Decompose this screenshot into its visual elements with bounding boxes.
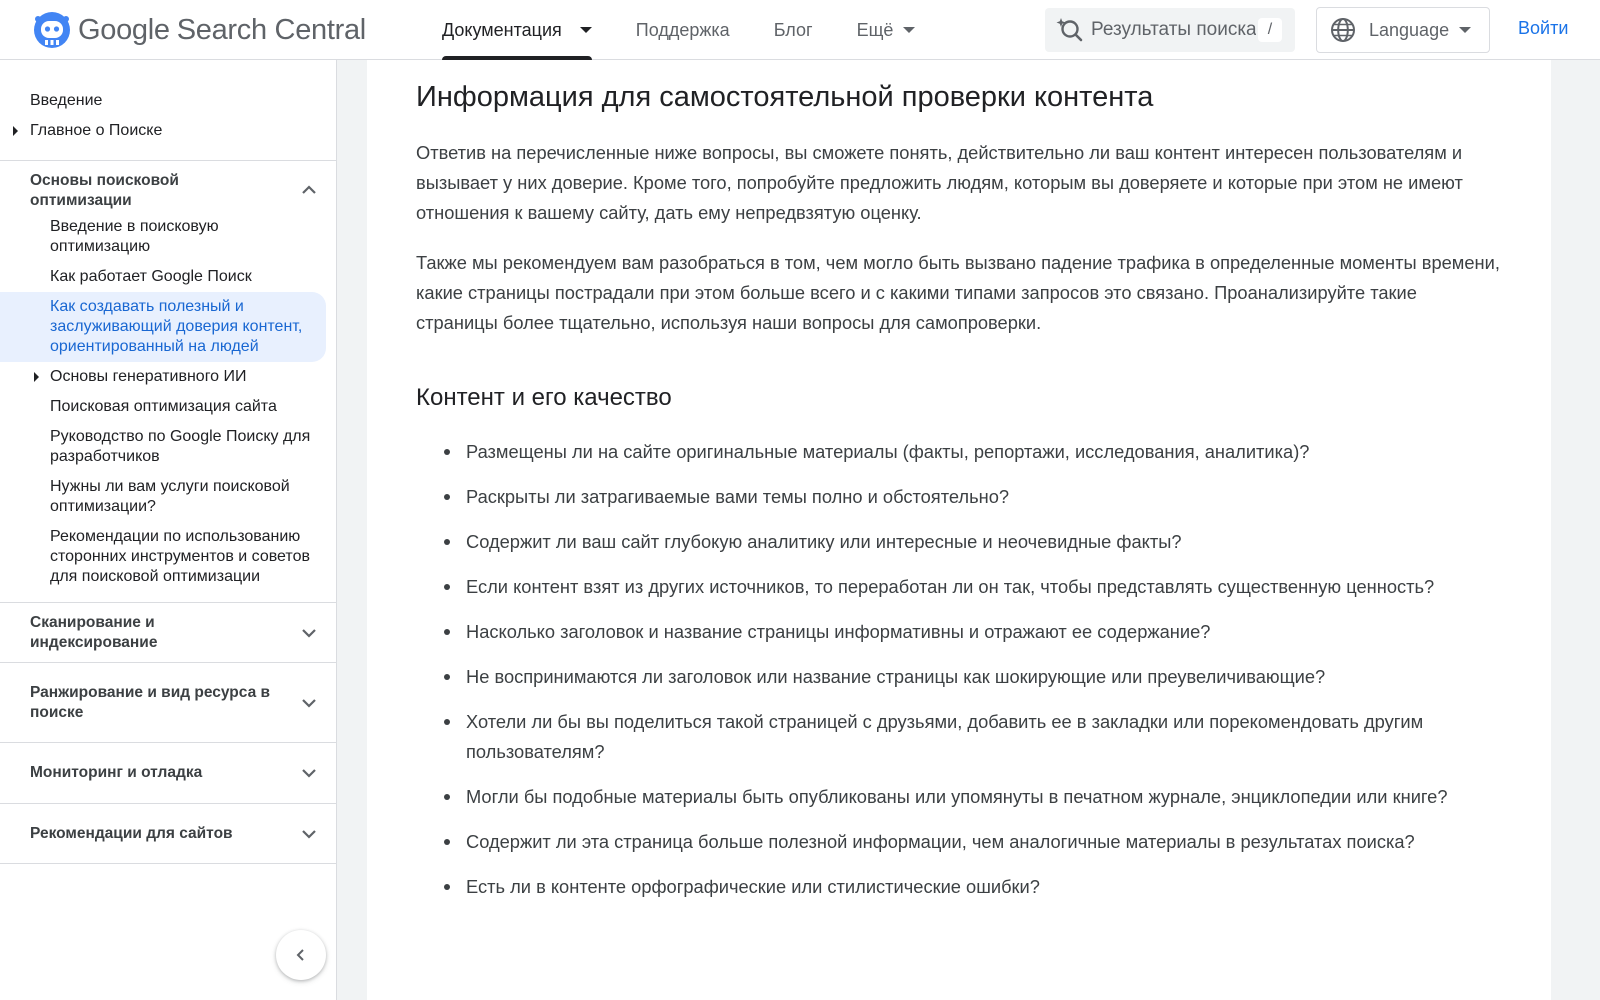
sidebar-item-label: Введение в поисковую оптимизацию bbox=[50, 218, 219, 255]
language-select[interactable] bbox=[1316, 7, 1490, 53]
intro-paragraph: Ответив на перечисленные ниже вопросы, вы сможете понять, действительно ли ваш контент интересен пользователям и вызывает у них доверие. Кроме того, попробуйте предложить людям, которым вы доверяете и которые при этом не имеют отношения к вашему сайту, дать ему непредвзятую оценку. bbox=[416, 142, 1463, 223]
dropdown-caret-icon bbox=[1459, 27, 1471, 33]
nav-tab-label: Блог bbox=[773, 19, 813, 40]
search-spark-icon bbox=[1055, 16, 1083, 44]
list-item: Есть ли в контенте орфографические или стилистические ошибки? bbox=[466, 872, 1503, 902]
sidebar-section-title: Ранжирование и вид ресурса в поиске bbox=[30, 683, 271, 721]
search-box[interactable] bbox=[1045, 8, 1295, 52]
sidebar-item-seo-intro[interactable] bbox=[0, 212, 336, 262]
search-central-logo-icon bbox=[32, 10, 72, 50]
nav-tab-documentation[interactable] bbox=[420, 0, 614, 60]
sidebar-section-title: Мониторинг и отладка bbox=[30, 764, 203, 781]
traffic-paragraph: Также мы рекомендуем вам разобраться в том, чем могло быть вызвано падение трафика в определенные моменты времени, какие страницы пострадали при этом больше всего и с какими типами запросов это связано. Проанализируйте такие страницы более тщательно, используя наши вопросы для самопроверки. bbox=[416, 252, 1500, 333]
brand-product-text: Search Central bbox=[176, 13, 366, 46]
sidebar-item-label: Руководство по Google Поиску для разработчиков bbox=[50, 428, 311, 465]
sidebar-item-generative-ai[interactable] bbox=[0, 362, 336, 392]
nav-tab-label: Поддержка bbox=[635, 19, 730, 40]
sidebar-section-title: Рекомендации для сайтов bbox=[30, 824, 233, 842]
globe-icon bbox=[1329, 16, 1357, 44]
expand-arrow-icon[interactable] bbox=[34, 372, 39, 382]
dropdown-caret-icon bbox=[903, 27, 915, 33]
chevron-down-icon bbox=[298, 622, 320, 644]
list-item: Насколько заголовок и название страницы информативны и отражают ее содержание? bbox=[466, 617, 1503, 647]
chevron-left-icon bbox=[291, 945, 311, 965]
chevron-down-icon bbox=[298, 823, 320, 845]
brand-google-text: Google bbox=[78, 13, 170, 46]
sidebar-section-header[interactable] bbox=[0, 603, 336, 662]
sidebar-item-label: Поисковая оптимизация сайта bbox=[50, 398, 277, 415]
nav-tab-label: Ещё bbox=[856, 19, 894, 40]
expand-arrow-icon[interactable] bbox=[13, 126, 18, 136]
list-item: Не воспринимаются ли заголовок или название страницы как шокирующие или преувеличивающие? bbox=[466, 662, 1503, 692]
sidebar-item-label: Рекомендации по использованию сторонних инструментов и советов для поисковой оптимизации bbox=[50, 528, 310, 585]
sidebar-item-developers-guide[interactable] bbox=[0, 422, 336, 472]
sidebar-section-items bbox=[0, 212, 336, 602]
sidebar-item-label: Как работает Google Поиск bbox=[50, 268, 252, 285]
sidebar-section-title: Основы поисковой оптимизации bbox=[30, 171, 179, 209]
list-item: Содержит ли эта страница больше полезной информации, чем аналогичные материалы в результатах поиска? bbox=[466, 827, 1503, 857]
sidebar-item-label: Основы генеративного ИИ bbox=[50, 368, 247, 385]
sidebar-section-seo-basics bbox=[0, 161, 336, 603]
sidebar-item-seo-services[interactable] bbox=[0, 472, 336, 522]
sidebar-item-third-party-tools[interactable] bbox=[0, 522, 336, 592]
list-item: Если контент взят из других источников, то переработан ли он так, чтобы представлять существенную ценность? bbox=[466, 572, 1503, 602]
top-nav bbox=[420, 0, 937, 60]
list-item: Размещены ли на сайте оригинальные материалы (факты, репортажи, исследования, аналитика)? bbox=[466, 437, 1503, 467]
self-assessment-question-list bbox=[416, 437, 1503, 902]
list-item: Содержит ли ваш сайт глубокую аналитику или интересные и неочевидные факты? bbox=[466, 527, 1503, 557]
nav-tab-support[interactable] bbox=[614, 0, 752, 60]
sidebar-item-how-search-works[interactable] bbox=[0, 262, 336, 292]
top-app-bar bbox=[0, 0, 1600, 60]
sidebar-item-label: Главное о Поиске bbox=[30, 122, 163, 139]
sidebar-section-header[interactable] bbox=[0, 743, 336, 803]
list-item: Хотели ли бы вы поделиться такой страницей с друзьями, добавить ее в закладки или порекомендовать другим пользователям? bbox=[466, 707, 1503, 767]
chevron-down-icon bbox=[298, 692, 320, 714]
sidebar-section-header[interactable] bbox=[0, 161, 336, 218]
sidebar-section-title: Сканирование и индексирование bbox=[30, 613, 158, 651]
chevron-down-icon bbox=[298, 762, 320, 784]
chevron-up-icon bbox=[298, 179, 320, 201]
nav-tab-more[interactable] bbox=[835, 0, 938, 60]
site-logo-link[interactable] bbox=[32, 10, 366, 50]
sign-in-link[interactable]: Войти bbox=[1518, 18, 1569, 38]
search-shortcut-key: / bbox=[1258, 18, 1282, 42]
sidebar-section-header[interactable] bbox=[0, 663, 336, 742]
article-content bbox=[367, 60, 1551, 1000]
search-input[interactable] bbox=[1091, 19, 1256, 41]
sidebar-item-label: Нужны ли вам услуги поисковой оптимизации? bbox=[50, 478, 290, 515]
sidebar-item-site-seo[interactable] bbox=[0, 392, 336, 422]
collapse-sidebar-button[interactable] bbox=[276, 930, 326, 980]
sidebar-section-crawling bbox=[0, 603, 336, 663]
list-item: Раскрыты ли затрагиваемые вами темы полно и обстоятельно? bbox=[466, 482, 1503, 512]
sidebar-top-links bbox=[0, 60, 336, 161]
sidebar-section-ranking bbox=[0, 663, 336, 743]
left-nav-sidebar bbox=[0, 60, 337, 1000]
sidebar-section-monitoring bbox=[0, 743, 336, 804]
content-quality-heading: Контент и его качество bbox=[416, 384, 672, 411]
sidebar-item-intro[interactable] bbox=[0, 86, 336, 116]
sidebar-item-helpful-content[interactable] bbox=[0, 292, 326, 362]
section-heading: Информация для самостоятельной проверки контента bbox=[416, 81, 1154, 113]
sidebar-item-label: Введение bbox=[30, 92, 103, 109]
sidebar-item-label: Как создавать полезный и заслуживающий доверия контент, ориентированный на людей bbox=[50, 298, 303, 355]
dropdown-caret-icon bbox=[580, 27, 592, 33]
nav-tab-blog[interactable] bbox=[752, 0, 835, 60]
sidebar-item-search-essentials[interactable] bbox=[0, 116, 336, 146]
sidebar-section-site-guidelines bbox=[0, 804, 336, 864]
list-item: Могли бы подобные материалы быть опубликованы или упомянуты в печатном журнале, энциклопедии или книге? bbox=[466, 782, 1503, 812]
sidebar-section-header[interactable] bbox=[0, 804, 336, 863]
language-label: Language bbox=[1369, 19, 1450, 40]
nav-tab-label: Документация bbox=[442, 19, 562, 40]
